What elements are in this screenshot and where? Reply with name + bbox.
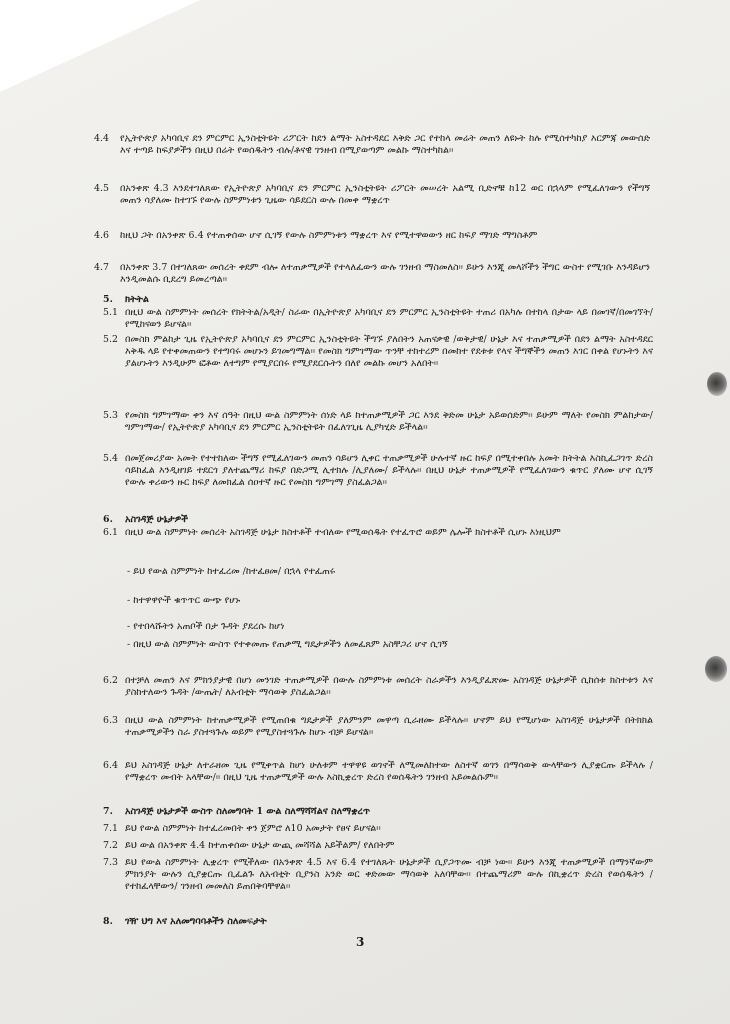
clause-number: 6.4 bbox=[103, 760, 119, 771]
clause-text: ይህ ውል በአንቀጽ 4.4 ከተጠቀሰው ሁኔታ ውጪ መሻሻል አይችልም/ የለበትም bbox=[125, 840, 395, 851]
clause-number: 5.3 bbox=[103, 410, 119, 421]
clause-text: ይህ አስገዳጅ ሁኔታ ለተራዘመ ጊዜ የሚቀጥል ከሆነ ሁለቱም ተዋዋዩ ወገኖች ለሚመለከተው ለስተኛ ወገን በማሳወቅ ውላቸውን ሊያቋርጡ ይችላሉ /የማቋረጥ መብት አላቸው/፡፡ በዚህ ጊዜ ተጠቃሚዎች ውሉ እስኪቋረጥ ድረስ የወሰዱትን ገንዘብ አይመልሱም፡፡ bbox=[125, 760, 653, 784]
clause-number: 5.2 bbox=[103, 334, 119, 345]
clause-text: በአንቀጽ 4.3 እንደተገለጸው የኢትዮጵያ አካባቢና ደን ምርምር ኢንስቲትዩት ሪፖርት መሠረት አልሚ ቢድኖቹ ከ12 ወር በኋላም የሚፈለገውን የችግኝ መጠን ሳያለሙ ከተገኙ የውሉ ስምምነቱን ጊዜው ሳይደርስ ውሉ በመቀ ማቋረጥ bbox=[120, 183, 650, 207]
section-number: 7. bbox=[103, 806, 113, 817]
section-number: 6. bbox=[103, 514, 113, 525]
clause-number: 7.2 bbox=[103, 840, 119, 851]
clause-number: 6.1 bbox=[103, 527, 119, 538]
list-item: - በዚህ ውል ስምምነት ውስጥ የተቀመጡ የጠቃሚ ግዴታዎችን ለመፈጸም አስቸጋሪ ሆኖ ሲገኝ bbox=[127, 639, 448, 650]
list-item: - የተበላሹትን አጠቦች በታ ጉዳት ያደረሱ ከሆነ bbox=[127, 621, 285, 632]
clause-text: የኢትዮጵያ አካባቢና ደን ምርምር ኢንስቲትዩት ሪፖርት ከደን ልማት አስተዳደር እቅድ ጋር የተከላ መሬት መጠን ለዩኑት ከሉ የሚሰተካከያ እርምጃ መውሰድ እና ተጣይ ከፍያዎችን በዚህ በሬት የወሰዱትን ብሉ/ቶናዊ ገንዘብ በሚያወጣም መልኩ ማስተካከል፡፡ bbox=[120, 133, 650, 157]
clause-number: 6.2 bbox=[103, 675, 119, 686]
section-title: ገዥ ህግ እና አለመግባባቶችን ስለመፍታት bbox=[125, 916, 267, 927]
clause-text: በዚህ ውል ስምምነት መሰረት የክትትል/አዲት/ ስራው በኢትዮጵያ አካባቢና ደን ምርምር ኢንስቲትዩት ተጠሪ በአካሉ በተከላ በታው ላይ በመገኛ/በመገኘት/ የሚከናወን ይሆናል፡፡ bbox=[125, 307, 653, 331]
clause-number: 4.5 bbox=[94, 183, 110, 194]
punch-hole bbox=[705, 656, 727, 682]
clause-text: በዚህ ውል ስምምነት ከተጠቃሚዎች የሚጠበቁ ግዴታዎች ያለምንም መዋጣ ሲራዘሙ ይችላሉ፡፡ ሆኖም ይህ የሚሆነው አስገዳጅ ሁኔታዎች በትክክል ተጠቃሚዎችን ስራ ያስተጓጉሉ ወይም የሚያስተጓጉሉ ከሆኑ ብቻ ይሆናል፡፡ bbox=[125, 715, 653, 739]
list-item: - ከተዋዋዮች ቁጥጥር ውጭ የሆኑ bbox=[127, 595, 241, 606]
clause-number: 7.1 bbox=[103, 823, 119, 834]
clause-number: 4.6 bbox=[94, 230, 110, 241]
section-number: 8. bbox=[103, 916, 113, 927]
section-title: አስገዳጅ ሁኔታዎች ውስጥ ስለመግባት 1 ውል ስለማሻሻልና ስለማቋረጥ bbox=[125, 806, 371, 817]
clause-text: በተቻለ መጠን እና ምክንያታዊ በሆነ መንገድ ተጠቃሚዎች በውሉ ስምምነቱ መሰረት ስራዎችን እንዲያፈጽሙ አስገዳጅ ሁኔታዎች ሲከሰቱ ክስተቱን እና ያስከተለውን ጉዳት /ውጤት/ ለአብቲት ማሳወቅ ያስፈልጋል፡፡ bbox=[125, 675, 653, 699]
clause-number: 7.3 bbox=[103, 857, 119, 868]
clause-number: 5.1 bbox=[103, 307, 119, 318]
clause-text: በአንቀጽ 3.7 በተገለጸው መሰረት ቀደም ብሎ ለተጠቃሚዎች የተላለፈውን ውሉ ገንዘብ ማስመለስ፡፡ ይሁን እንጂ መላሾችን ችግር ውስተ የሚገቡ እንዳይሆን እንዲመልሱ ቢደረግ ይመረጣል፡፡ bbox=[120, 262, 650, 286]
clause-text: ከዚህ ጋት በአንቀጽ 6.4 የተጠቀሰው ሆኖ ሲገኝ የውሉ ስምምነቱን ማቋረጥ እና የሚተዋወውን ዘር ከፍያ ማገድ ማግስቶም bbox=[120, 230, 538, 241]
list-item: - ይህ የውል ስምምነት ከተፈረመ /ከተፈፀመ/ በኋላ የተፈጠሩ bbox=[127, 566, 336, 577]
clause-text: በመጀመሪያው አመት የተተከለው ችግኝ የሚፈለገውን መጠን ሳይሆን ሊቀር ተጠቃሚዎች ሁሉተኛ ዙር ከፍያ በሚተቀበሉ አመት ክትትል እስኪፈጋገጥ ድረስ ሳይከፈል እንዲዘገይ ተደርጎ ያለተጨማሪ ከፍያ በድጋሚ ሊተክሉ /ሊያለሙ/ ይችላሉ፡፡ በዚህ ሁኔታ ተጠቃሚዎች የሚፈለገውን ቁጥር ያለሙ ሆኖ ሲገኝ የውሉ ቀሪውን ዙር ከፍያ ለመክፈል ሰዐተኛ ዙር የመስክ ግምገማ ያስፈልጋል፡፡ bbox=[125, 453, 653, 489]
clause-number: 5.4 bbox=[103, 453, 119, 464]
clause-number: 4.4 bbox=[94, 133, 110, 144]
clause-text: ይህ የውል ስምምነት ሊቋረጥ የሚችለው በአንቀጽ 4.5 እና 6.4 የተገለጹት ሁኔታዎች ሲያጋጥሙ ብቻ ነው፡፡ ይሁን እንጂ ተጠቃሚዎች በማንኛውም ምክንያት ውሉን ሲያቋርጡ ቢፈልጉ ለአብቲት ቢያንስ አንድ ወር ቀድመው ማሳወቅ አለባቸው፡፡ በተጨማሪም ውሉ በኪቋረጥ ድረስ የወሰዱትን /የተከፈላቸውን/ ገንዘብ መመለስ ይጠበቅባቸዋል፡፡ bbox=[125, 857, 653, 893]
page-number: 3 bbox=[356, 935, 365, 949]
clause-number: 4.7 bbox=[94, 262, 110, 273]
clause-number: 6.3 bbox=[103, 715, 119, 726]
clause-text: ይህ የውል ስምምነት ከተፈረመበት ቀን ጀምሮ ለ10 አመታት የፀና ይሆናል፡፡ bbox=[125, 823, 381, 834]
clause-text: በዚህ ውል ስምምነት መሰረት አስገዳጅ ሁኔታ ክስተቶች ተብለው የሚወሰዱት የተፈጥሮ ወይም ሌሎች ክስተቶች ሲሆኑ እነዚህም bbox=[125, 527, 561, 538]
clause-text: በመስክ ምልከታ ጊዜ የኢትዮጵያ አካባቢና ደን ምርምር ኢንስቲትዩት ችግኙ ያለበትን አጠናቃዊ /ወቅታዊ/ ሁኔታ እና ተጠቃሚዎች በደን ልማት አስተዳደር እቅዱ ላይ የተቀመጠውን የተግባሩ መሆኑን ይገመግማል፡፡ የመስክ ግምገማው ጥንቸ ተከተረም በመከተ የደቱቱ የላና ችግኞችን መጠን እገር በቀል የሆኑትን እና ያልሆኑትን እንዲሁም ፎቶው ለተግም የሚያርበሩ የሚያደርሱትን በለየ መልኩ መሆን አለበት፡፡ bbox=[125, 334, 653, 370]
clause-text: የመስክ ግምገማው ቀን እና ሰዓት በዚህ ውል ስምምነት ሰነድ ላይ ከተጠቃሚዎች ጋር እንደ ቅድመ ሁኔታ አይወሰድም፡፡ ይሁም ማለት የመስክ ምልከታው/ግምገማው/ የኢትዮጵያ አካባቢና ደን ምርምር ኢንስቲትዩት በፈለገጊዜ ሊያካሂድ ይችላል፡፡ bbox=[125, 410, 653, 434]
punch-hole bbox=[707, 372, 727, 396]
section-title: አስገዳጅ ሁኔታዎች bbox=[125, 514, 188, 525]
section-title: ክትትል bbox=[125, 294, 149, 305]
section-number: 5. bbox=[103, 294, 113, 305]
